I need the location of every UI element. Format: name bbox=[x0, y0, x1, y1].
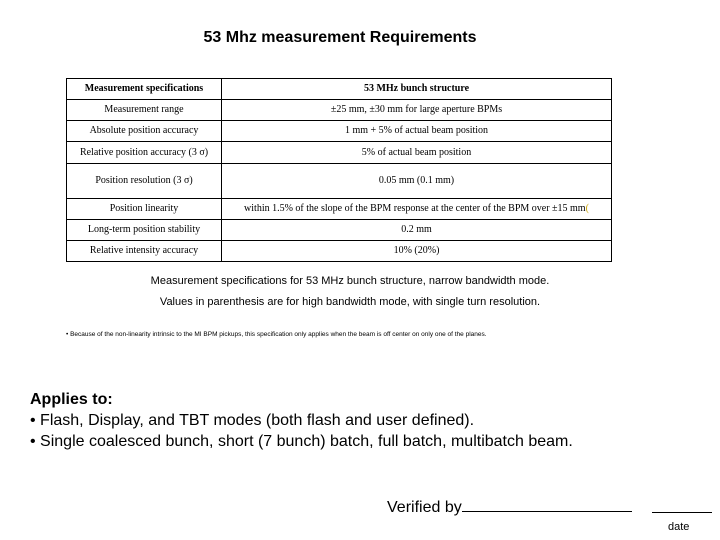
spec-value: 5% of actual beam position bbox=[222, 142, 612, 164]
table-row bbox=[67, 100, 612, 121]
verified-by bbox=[387, 495, 632, 517]
table-header-row bbox=[67, 79, 612, 100]
spec-name: Relative intensity accuracy bbox=[67, 241, 222, 262]
date-label: date bbox=[668, 521, 690, 533]
applies-heading: Applies to: bbox=[30, 391, 113, 408]
footnote-marker: ( bbox=[585, 203, 589, 214]
spec-value: 0.2 mm bbox=[222, 220, 612, 241]
footnote: • Because of the non-linearity intrinsic to the MI BPM pickups, this specification only applies when the beam is off center on only one of the planes. bbox=[66, 331, 487, 338]
signature-line bbox=[462, 495, 632, 512]
table-row bbox=[67, 220, 612, 241]
spec-name: Relative position accuracy (3 σ) bbox=[67, 142, 222, 164]
spec-value: 10% (20%) bbox=[222, 241, 612, 262]
list-item: • Flash, Display, and TBT modes (both flash and user defined). bbox=[30, 412, 475, 429]
spec-value: 1 mm + 5% of actual beam position bbox=[222, 121, 612, 142]
column-header: Measurement specifications bbox=[67, 79, 222, 100]
page-title: 53 Mhz measurement Requirements bbox=[203, 29, 477, 46]
table-row bbox=[67, 164, 612, 199]
applies-section bbox=[30, 389, 573, 452]
spec-table bbox=[66, 78, 612, 262]
table-row bbox=[67, 199, 612, 220]
table-row bbox=[67, 121, 612, 142]
column-header: 53 MHz bunch structure bbox=[222, 79, 612, 100]
table-row bbox=[67, 241, 612, 262]
table-caption: Measurement specifications for 53 MHz bunch structure, narrow bandwidth mode. bbox=[150, 275, 550, 287]
verified-label: Verified by bbox=[387, 499, 462, 516]
list-item: • Single coalesced bunch, short (7 bunch) batch, full batch, multibatch beam. bbox=[30, 433, 573, 450]
date-line bbox=[652, 512, 712, 513]
spec-name: Long-term position stability bbox=[67, 220, 222, 241]
spec-name: Measurement range bbox=[67, 100, 222, 121]
spec-value: 0.05 mm (0.1 mm) bbox=[222, 164, 612, 199]
spec-name: Position resolution (3 σ) bbox=[67, 164, 222, 199]
spec-value-linearity bbox=[222, 199, 612, 220]
table-row bbox=[67, 142, 612, 164]
spec-value: ±25 mm, ±30 mm for large aperture BPMs bbox=[222, 100, 612, 121]
table-caption-note: Values in parenthesis are for high bandwidth mode, with single turn resolution. bbox=[159, 296, 541, 308]
spec-value: within 1.5% of the slope of the BPM response at the center of the BPM over ±15 mm bbox=[244, 203, 586, 214]
spec-name: Position linearity bbox=[67, 199, 222, 220]
spec-name: Absolute position accuracy bbox=[67, 121, 222, 142]
